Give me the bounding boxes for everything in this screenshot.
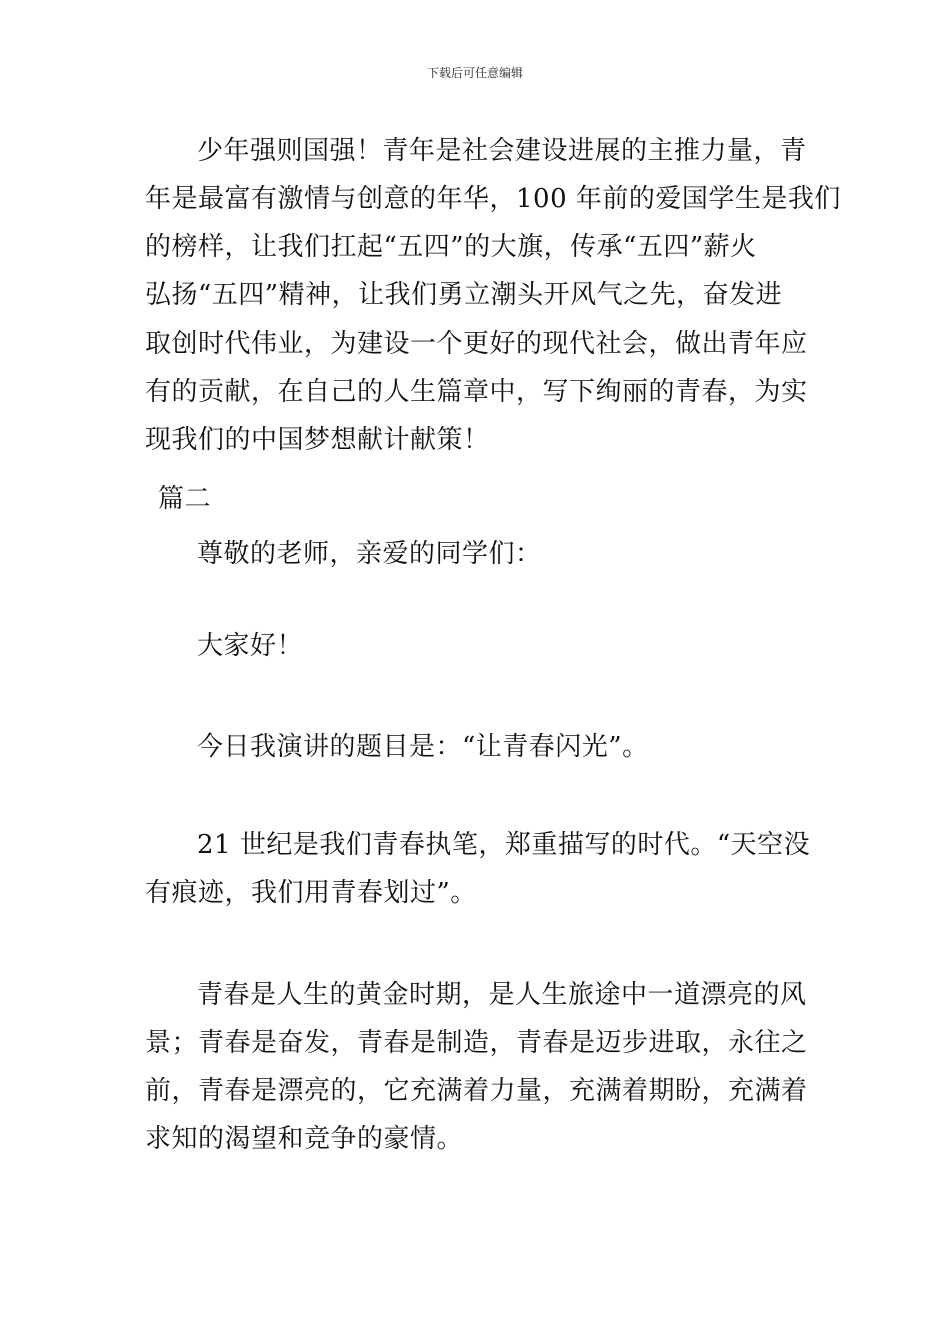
text-line: 求知的渴望和竞争的豪情。 xyxy=(145,1124,464,1154)
text-line: 弘扬“五四”精神，让我们勇立潮头开风气之先，奋发进 xyxy=(145,280,783,310)
section-heading: 篇二 xyxy=(158,484,212,514)
text-line: 大家好！ xyxy=(197,631,304,661)
text-line: 景；青春是奋发，青春是制造，青春是迈步进取，永往之 xyxy=(145,1028,808,1058)
text-line: 尊敬的老师，亲爱的同学们： xyxy=(197,539,542,569)
text-line: 前，青春是漂亮的，它充满着力量，充满着期盼，充满着 xyxy=(145,1076,808,1106)
text-line: 现我们的中国梦想献计献策！ xyxy=(145,425,490,455)
page-header: 下载后可任意编辑 xyxy=(426,66,523,80)
text-line: 的榜样，让我们扛起“五四”的大旗，传承“五四”薪火 xyxy=(145,232,757,262)
text-line: 有痕迹，我们用青春划过”。 xyxy=(145,878,477,908)
text-line: 有的贡献，在自己的人生篇章中，写下绚丽的青春，为实 xyxy=(145,377,808,407)
text-line: 今日我演讲的题目是：“让青春闪光”。 xyxy=(197,732,649,762)
text-line: 年是最富有激情与创意的年华，100 年前的爱国学生是我们 xyxy=(145,184,841,214)
text-line: 取创时代伟业，为建设一个更好的现代社会，做出青年应 xyxy=(145,329,808,359)
text-line: 青春是人生的黄金时期，是人生旅途中一道漂亮的风 xyxy=(197,980,807,1010)
text-line: 21 世纪是我们青春执笔，郑重描写的时代。“天空没 xyxy=(197,830,811,860)
text-line: 少年强则国强！青年是社会建设进展的主推力量，青 xyxy=(197,136,807,166)
